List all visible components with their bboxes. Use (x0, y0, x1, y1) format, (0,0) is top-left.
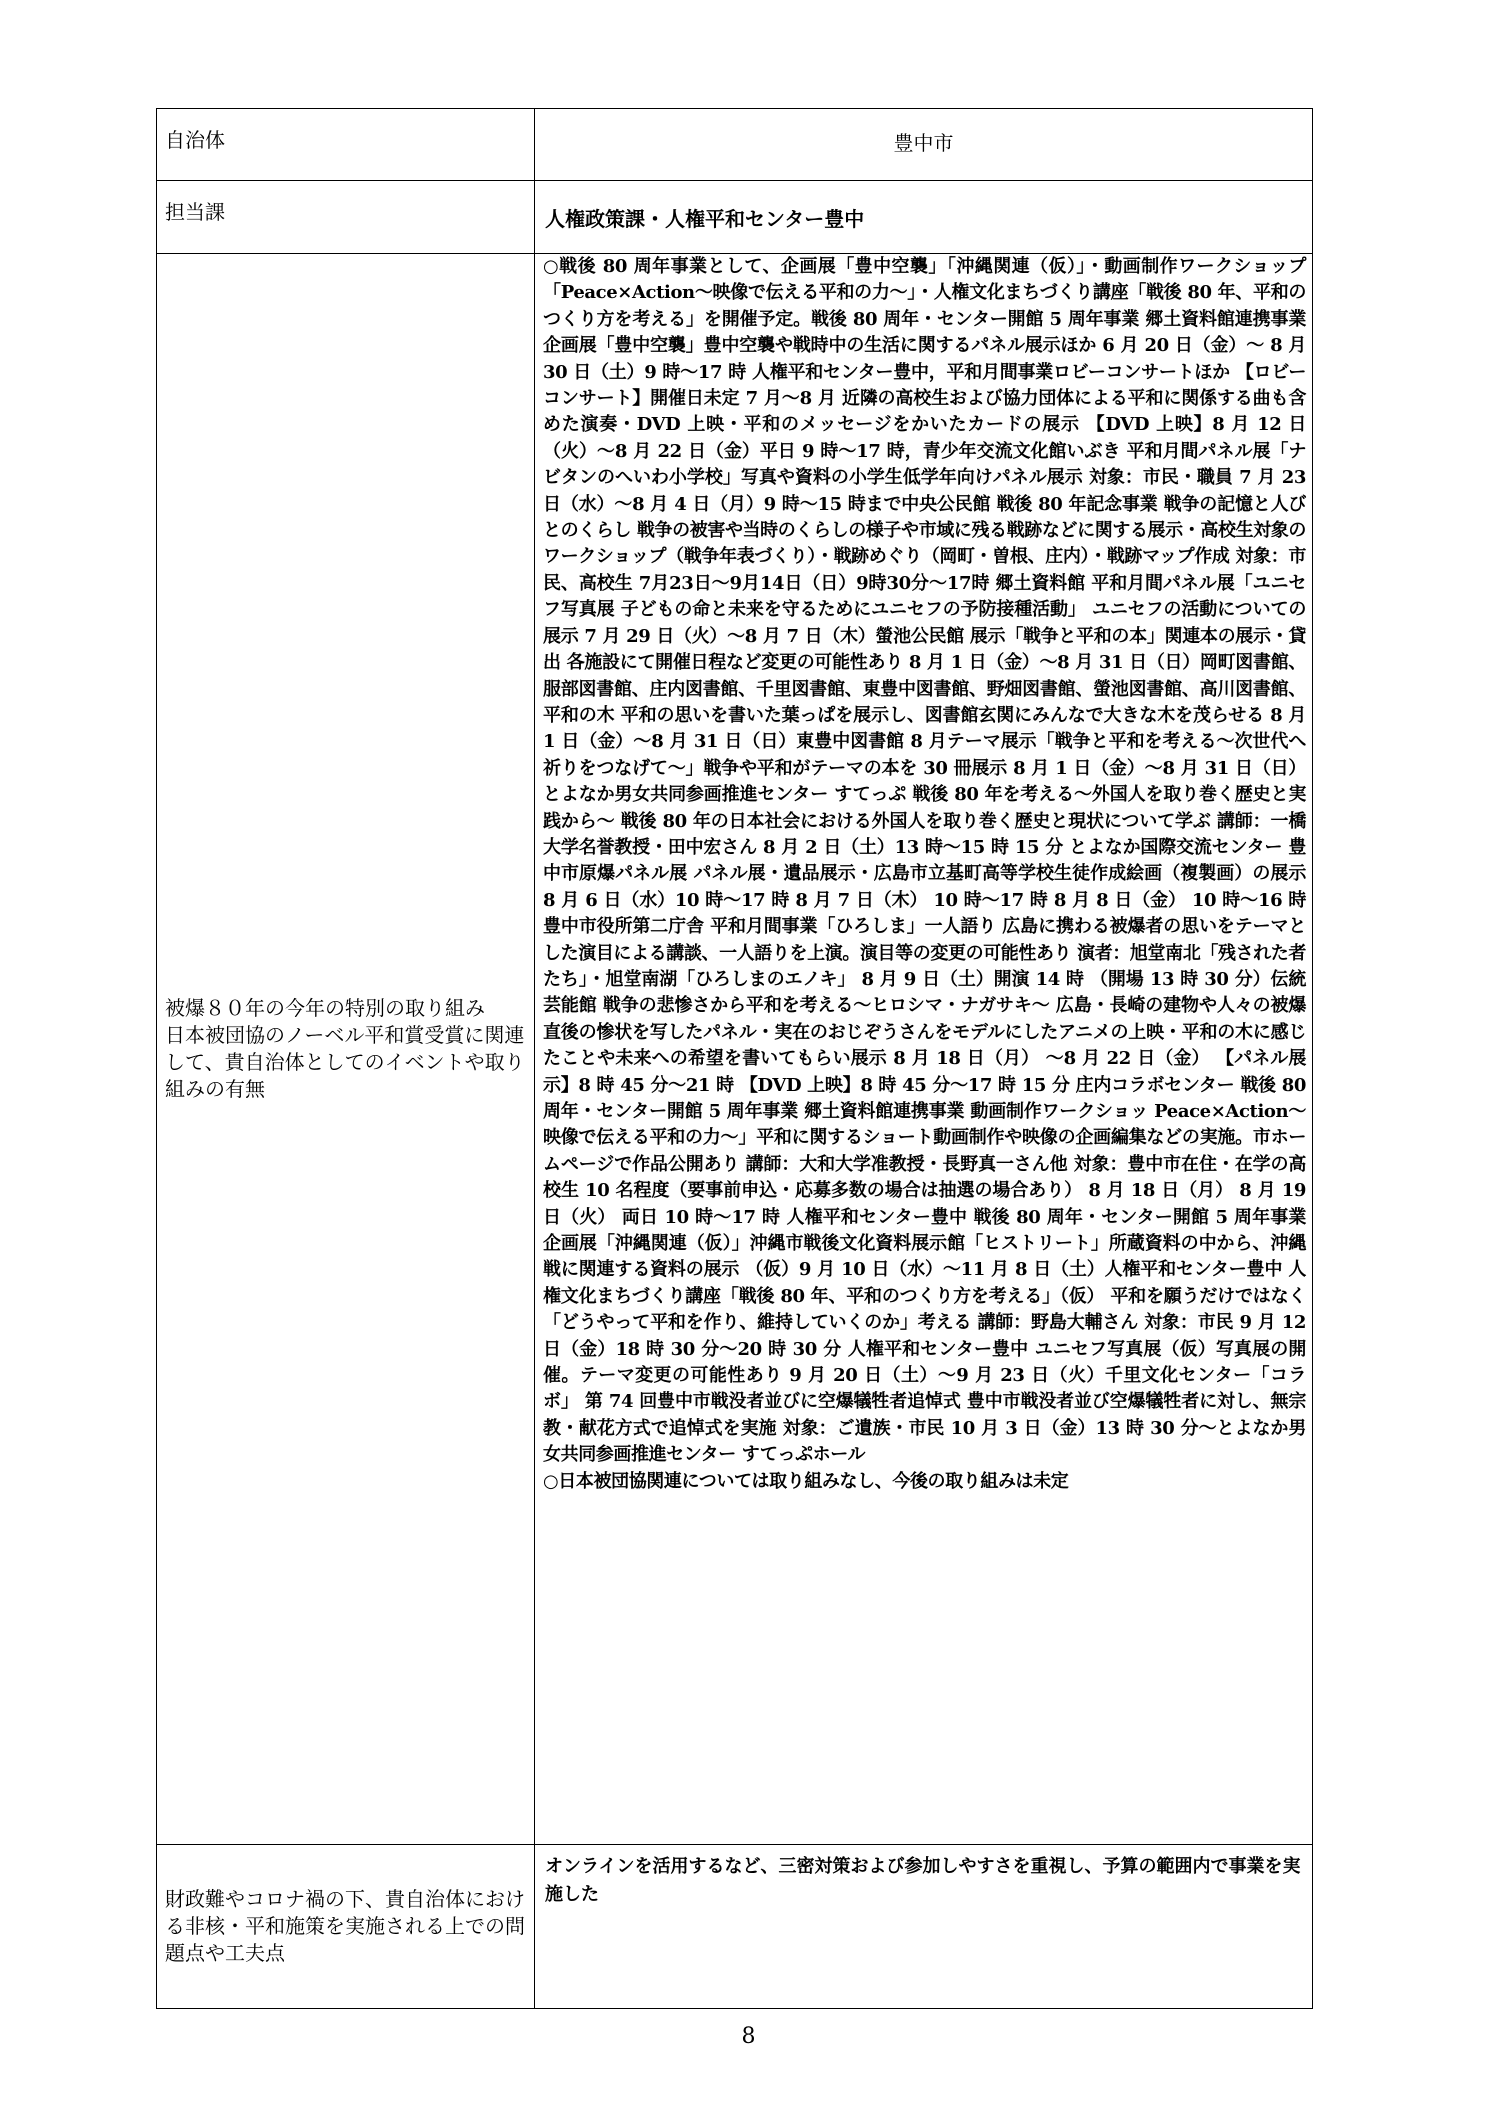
department-value: 人権政策課・人権平和センター豊中 (545, 207, 865, 231)
special-initiatives-value: ○戦後 80 周年事業として、企画展「豊中空襲」「沖縄関連（仮）」・動画制作ワークショップ 「Peace×Action～映像で伝える平和の力～」・人権文化まちづくり講座「戦後 80 年、平和のつくり方を考える」を開催予定。戦後 80 周年・センター開館 5 周年事業 郷土資料館連携事業 企画展「豊中空襲」豊中空襲や戦時中の生活に関するパネル展示ほか 6 月 20 日（金）～ 8 月 30 日（土）9 時～17 時 人権平和センター豊中，平和月間事業ロビーコンサートほか 【ロビーコンサート】開催日未定 7 月～8 月 近隣の高校生および協力団体による平和に関係する曲も含めた演奏・DVD 上映・平和のメッセージをかいたカードの展示 【DVD 上映】8 月 12 日（火）～8 月 22 日（金）平日 9 時～17 時，青少年交流文化館いぶき 平和月間パネル展「ナビタンのへいわ小学校」写真や資料の小学生低学年向けパネル展示 対象：市民・職員 7 月 23 日（水）～8 月 4 日（月）9 時～15 時まで中央公民館 戦後 80 年記念事業 戦争の記憶と人びとのくらし 戦争の被害や当時のくらしの様子や市域に残る戦跡などに関する展示・高校生対象のワークショップ（戦争年表づくり）・戦跡めぐり（岡町・曽根、庄内）・戦跡マップ作成 対象：市民、高校生 7月23日～9月14日（日）9時30分～17時 郷土資料館 平和月間パネル展「ユニセフ写真展 子どもの命と未来を守るためにユニセフの予防接種活動」 ユニセフの活動についての展示 7 月 29 日（火）～8 月 7 日（木）螢池公民館 展示「戦争と平和の本」関連本の展示・貸出 各施設にて開催日程など変更の可能性あり 8 月 1 日（金）～8 月 31 日（日）岡町図書館、服部図書館、庄内図書館、千里図書館、東豊中図書館、野畑図書館、螢池図書館、高川図書館、 平和の木 平和の思いを書いた葉っぱを展示し、図書館玄関にみんなで大きな木を茂らせる 8 月 1 日（金）～8 月 31 日（日）東豊中図書館 8 月テーマ展示「戦争と平和を考える～次世代へ祈りをつなげて～」戦争や平和がテーマの本を 30 冊展示 8 月 1 日（金）～8 月 31 日（日）とよなか男女共同参画推進センター すてっぷ 戦後 80 年を考える～外国人を取り巻く歴史と実践から～ 戦後 80 年の日本社会における外国人を取り巻く歴史と現状について学ぶ 講師：一橋大学名誉教授・田中宏さん 8 月 2 日（土）13 時～15 時 15 分 とよなか国際交流センター 豊中市原爆パネル展 パネル展・遺品展示・広島市立基町高等学校生徒作成絵画（複製画）の展示 8 月 6 日（水）10 時～17 時 8 月 7 日（木） 10 時～17 時 8 月 8 日（金） 10 時～16 時 豊中市役所第二庁舎 平和月間事業「ひろしま」一人語り 広島に携わる被爆者の思いをテーマとした演目による講談、一人語りを上演。演目等の変更の可能性あり 演者：旭堂南北「残された者たち」・旭堂南湖「ひろしまのエノキ」 8 月 9 日（土）開演 14 時 （開場 13 時 30 分）伝統芸能館 戦争の悲惨さから平和を考える～ヒロシマ・ナガサキ～ 広島・長崎の建物や人々の被爆直後の惨状を写したパネル・実在のおじぞうさんをモデルにしたアニメの上映・平和の木に感じたことや未来への希望を書いてもらい展示 8 月 18 日（月） ～8 月 22 日（金） 【パネル展示】8 時 45 分～21 時 【DVD 上映】8 時 45 分～17 時 15 分 庄内コラボセンター 戦後 80 周年・センター開館 5 周年事業 郷土資料館連携事業 動画制作ワークショッ Peace×Action～映像で伝える平和の力～」平和に関するショート動画制作や映像の企画編集などの実施。市ホームページで作品公開あり 講師：大和大学准教授・長野真一さん他 対象：豊中市在住・在学の高校生 10 名程度（要事前申込・応募多数の場合は抽選の場合あり） 8 月 18 日（月） 8 月 19 日（火） 両日 10 時～17 時 人権平和センター豊中 戦後 80 周年・センター開館 5 周年事業 企画展「沖縄関連（仮）」沖縄市戦後文化資料展示館「ヒストリート」所蔵資料の中から、沖縄戦に関連する資料の展示 （仮）9 月 10 日（水）～11 月 8 日（土）人権平和センター豊中 人権文化まちづくり講座「戦後 80 年、平和のつくり方を考える」（仮） 平和を願うだけではなく「どうやって平和を作り、維持していくのか」考える 講師：野島大輔さん 対象：市民 9 月 12 日（金）18 時 30 分～20 時 30 分 人権平和センター豊中 ユニセフ写真展（仮）写真展の開催。テーマ変更の可能性あり 9 月 20 日（土）～9 月 23 日（火）千里文化センター「コラボ」 第 74 回豊中市戦没者並びに空爆犠牲者追悼式 豊中市戦没者並び空爆犠牲者に対し、無宗教・献花方式で追悼式を実施 対象：ご遺族・市民 10 月 3 日（金）13 時 30 分～とよなか男女共同参画推進センター すてっぷホール ○日本被団協関連については取り組みなし、今後の取り組みは未定 (543, 256, 1306, 1492)
value-cell (535, 1845, 1313, 2009)
value-cell (535, 181, 1313, 254)
challenges-value: オンラインを活用するなど、三密対策および参加しやすさを重視し、予算の範囲内で事業を実施した (545, 1856, 1301, 1905)
challenges-label: 財政難やコロナ禍の下、貴自治体における非核・平和施策を実施される上での問題点や工夫点 (165, 1887, 525, 1965)
label-cell (157, 109, 535, 181)
page-number: 8 (741, 2024, 756, 2049)
value-cell (535, 109, 1313, 181)
table-row-challenges (157, 1845, 1313, 2009)
survey-table (156, 108, 1313, 2009)
label-cell (157, 1845, 535, 2009)
label-cell (157, 254, 535, 1845)
special-initiatives-label: 被爆８０年の今年の特別の取り組み 日本被団協のノーベル平和賞受賞に関連して、貴自治体としてのイベントや取り組みの有無 (165, 996, 525, 1101)
value-cell (535, 254, 1313, 1845)
department-label: 担当課 (165, 200, 225, 224)
municipality-value: 豊中市 (893, 131, 954, 155)
table-row-special-initiatives (157, 254, 1313, 1845)
table-row-municipality (157, 109, 1313, 181)
municipality-label: 自治体 (165, 128, 225, 152)
label-cell (157, 181, 535, 254)
table-row-department (157, 181, 1313, 254)
